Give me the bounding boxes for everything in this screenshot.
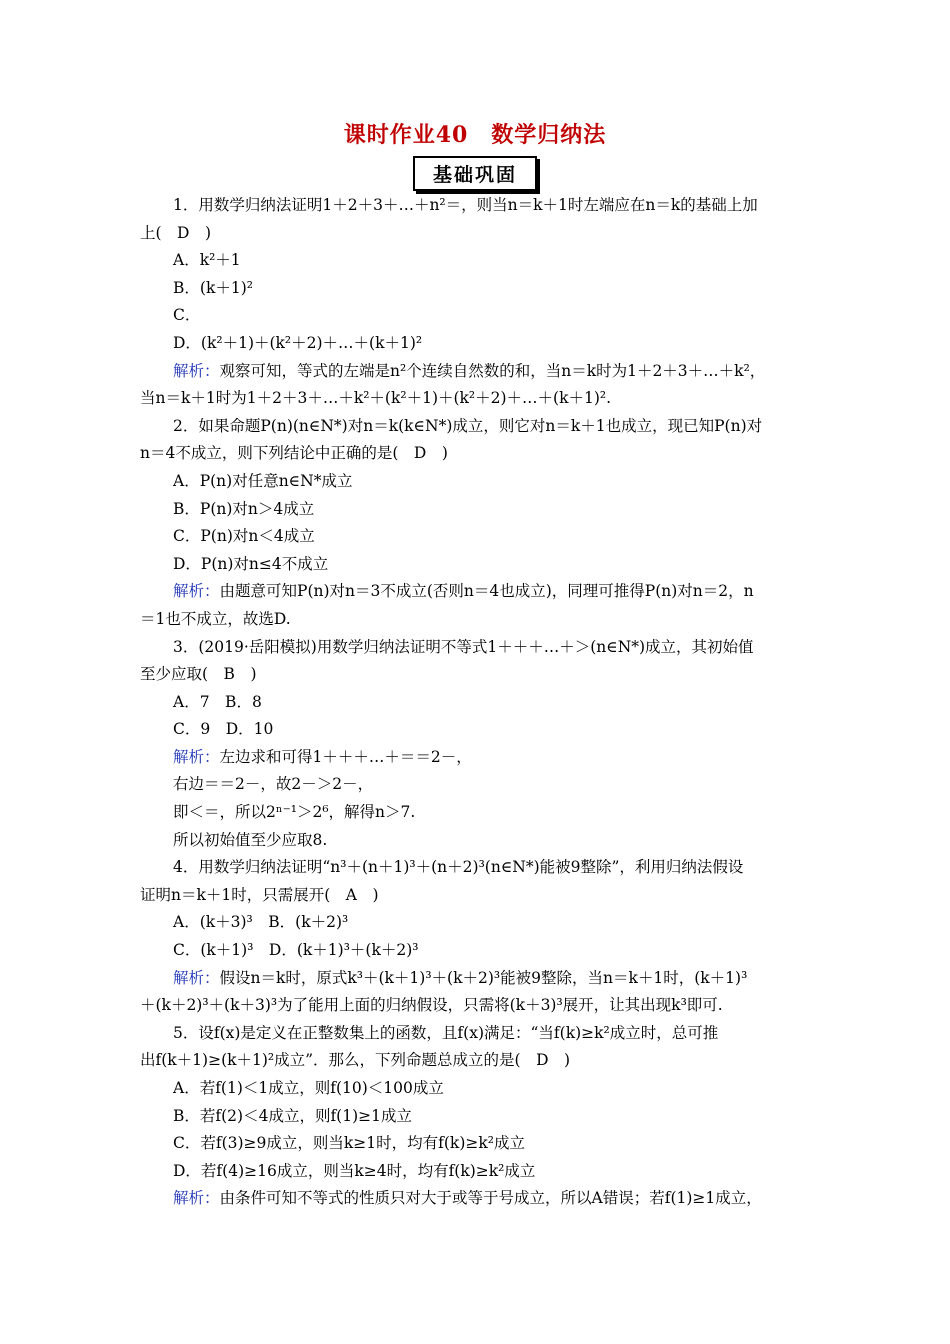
- q3-options-cd: C．9 D．10: [173, 720, 274, 739]
- q5-analysis: [140, 1185, 820, 1213]
- q1-analysis: [140, 358, 820, 386]
- q2-option-a: A．P(n)对任意n∈N*成立: [173, 471, 353, 490]
- q1-option-c: C．: [173, 306, 201, 325]
- q2-analysis-text: 由题意可知P(n)对n＝3不成立(否则n＝4也成立)，同理可推得P(n)对n＝2，n: [219, 582, 754, 601]
- q3-analysis-line3: 即＜＝，所以2ⁿ⁻¹＞2⁶，解得n＞7.: [173, 803, 416, 822]
- q4-stem: 4．用数学归纳法证明“n³＋(n＋1)³＋(n＋2)³(n∈N*)能被9整除”，利用归纳法假设: [173, 858, 744, 877]
- q5-stem-cont: 出f(k＋1)≥(k＋1)²成立”．那么，下列命题总成立的是( D ): [140, 1051, 571, 1070]
- q5-option-c: C．若f(3)≥9成立，则当k≥1时，均有f(k)≥k²成立: [173, 1134, 525, 1153]
- q3-stem: 3．(2019·岳阳模拟)用数学归纳法证明不等式1＋＋＋…＋＞(n∈N*)成立，其初始值: [173, 637, 754, 656]
- q2-option-c: C．P(n)对n＜4成立: [173, 527, 315, 546]
- q2-analysis-cont: ＝1也不成立，故选D.: [140, 609, 291, 628]
- q1-analysis-cont: 当n＝k＋1时为1＋2＋3＋…＋k²＋(k²＋1)＋(k²＋2)＋…＋(k＋1)².: [140, 389, 612, 408]
- q2-analysis: [140, 578, 820, 606]
- q3-stem-cont: 至少应取( B ): [140, 665, 257, 684]
- q5-option-b: B．若f(2)＜4成立，则f(1)≥1成立: [173, 1106, 412, 1125]
- q1-stem: 1．用数学归纳法证明1＋2＋3＋…＋n²＝，则当n＝k＋1时左端应在n＝k的基础上加: [173, 196, 758, 214]
- q3-analysis-line4: 所以初始值至少应取8.: [173, 830, 328, 849]
- q5-option-d: D．若f(4)≥16成立，则当k≥4时，均有f(k)≥k²成立: [173, 1161, 536, 1180]
- q3-analysis-line2: 右边＝＝2－，故2－＞2－，: [173, 775, 374, 794]
- analysis-label: 解析：: [173, 361, 220, 380]
- analysis-label: 解析：: [173, 968, 220, 987]
- q2-stem-cont: n＝4不成立，则下列结论中正确的是( D ): [140, 444, 448, 463]
- q5-analysis-text: 由条件可知不等式的性质只对大于或等于号成立，所以A错误；若f(1)≥1成立，: [219, 1189, 762, 1208]
- q1-analysis-text: 观察可知，等式的左端是n²个连续自然数的和，当n＝k时为1＋2＋3＋…＋k²，: [219, 361, 766, 380]
- q3-analysis: [140, 744, 820, 772]
- q1-option-b: B．(k＋1)²: [173, 278, 253, 297]
- q4-analysis: [140, 965, 820, 993]
- q2-option-d: D．P(n)对n≤4不成立: [173, 554, 329, 573]
- q4-options-ab: A．(k＋3)³ B．(k＋2)³: [173, 913, 349, 932]
- q5-stem: 5．设f(x)是定义在正整数集上的函数，且f(x)满足：“当f(k)≥k²成立时，总可推: [173, 1023, 719, 1042]
- q1-stem-cont: 上( D ): [140, 223, 212, 242]
- q1-option-d: D．(k²＋1)＋(k²＋2)＋…＋(k＋1)²: [173, 333, 423, 352]
- q2-stem: 2．如果命题P(n)(n∈N*)对n＝k(k∈N*)成立，则它对n＝k＋1也成立，现已知P(n)对: [173, 416, 763, 435]
- q4-options-cd: C．(k＋1)³ D．(k＋1)³＋(k＋2)³: [173, 941, 419, 960]
- q3-analysis-text: 左边求和可得1＋＋＋…＋＝＝2－，: [219, 747, 472, 766]
- q1-option-a: A．k²＋1: [173, 251, 241, 270]
- analysis-label: 解析：: [173, 1189, 220, 1208]
- problem-content: [140, 192, 820, 1213]
- analysis-label: 解析：: [173, 747, 220, 766]
- analysis-label: 解析：: [173, 582, 220, 601]
- q2-option-b: B．P(n)对n＞4成立: [173, 499, 315, 518]
- section-badge-wrap: [0, 156, 950, 191]
- q4-analysis-cont: ＋(k＋2)³＋(k＋3)³为了能用上面的归纳假设，只需将(k＋3)³展开，让其出现k³即可.: [140, 996, 723, 1015]
- q5-option-a: A．若f(1)＜1成立，则f(10)＜100成立: [173, 1079, 444, 1097]
- page-title: 课时作业40 数学归纳法: [343, 122, 607, 148]
- section-badge: 基础巩固: [413, 156, 537, 191]
- q4-stem-cont: 证明n＝k＋1时，只需展开( A ): [140, 885, 379, 904]
- q3-options-ab: A．7 B．8: [173, 692, 262, 711]
- q4-analysis-text: 假设n＝k时，原式k³＋(k＋1)³＋(k＋2)³能被9整除，当n＝k＋1时，(k＋1)³: [219, 968, 748, 987]
